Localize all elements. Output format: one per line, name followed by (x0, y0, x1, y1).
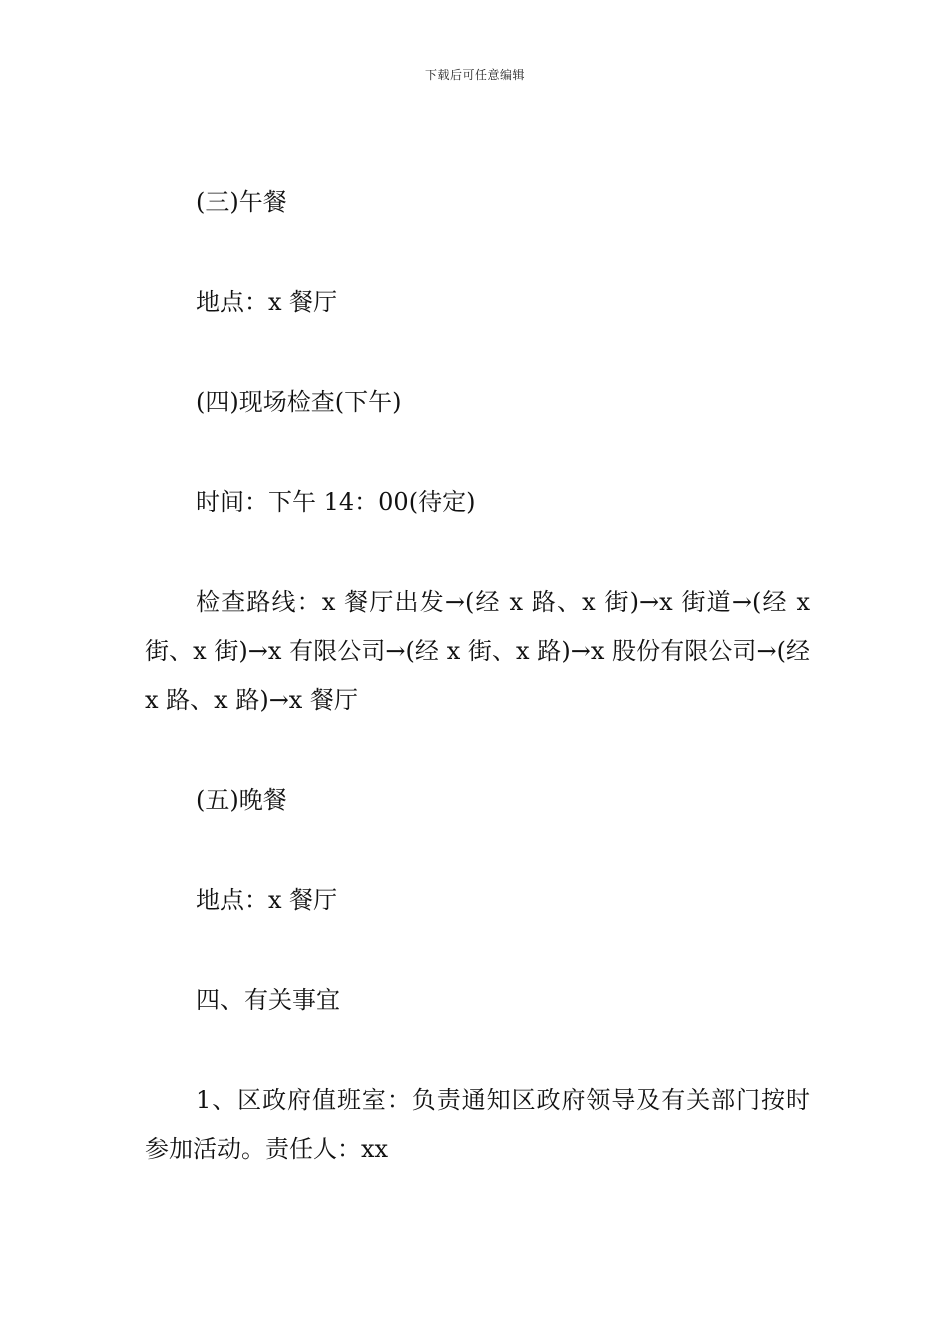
matter-item-1: 1、区政府值班室：负责通知区政府领导及有关部门按时参加活动。责任人：xx (145, 1086, 810, 1163)
page-header: 下载后可任意编辑 (424, 68, 525, 82)
section-matters-heading: 四、有关事宜 (196, 986, 340, 1014)
inspection-time: 时间：下午 14：00(待定) (196, 488, 476, 516)
section-lunch-heading: (三)午餐 (196, 188, 287, 216)
section-inspection-heading: (四)现场检查(下午) (196, 388, 402, 416)
lunch-location: 地点：x 餐厅 (196, 288, 338, 316)
document-body (145, 178, 810, 1225)
inspection-route: 检查路线：x 餐厅出发→(经 x 路、x 街)→x 街道→(经 x 街、x 街)→x 有限公司→(经 x 街、x 路)→x 股份有限公司→(经 x 路、x 路)→x 餐厅 (145, 588, 810, 714)
section-dinner-heading: (五)晚餐 (196, 786, 287, 814)
dinner-location: 地点：x 餐厅 (196, 886, 338, 914)
